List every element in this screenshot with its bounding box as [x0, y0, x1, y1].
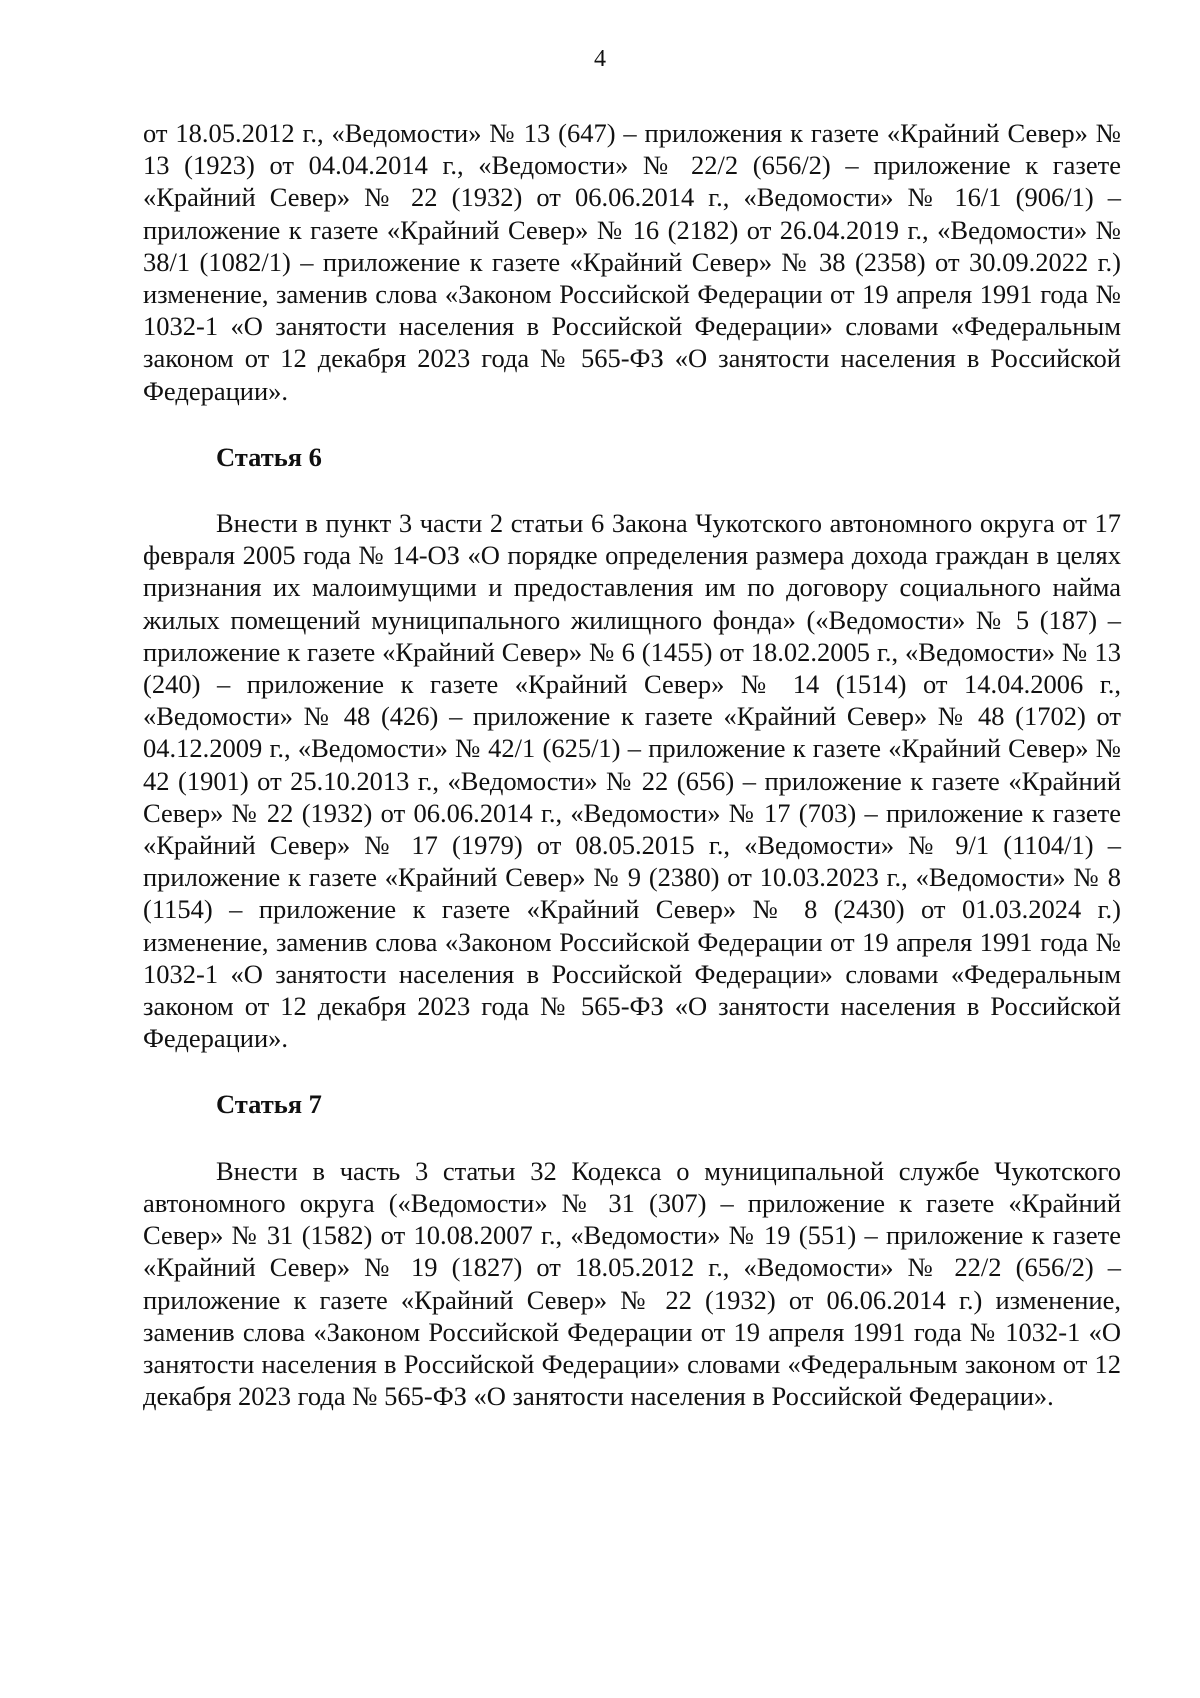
- article-7-paragraph: Внести в часть 3 статьи 32 Кодекса о муниципальной службе Чукотского автономного округа («Ведомости» № 31 (307) – приложение к газете «Крайний Север» № 31 (1582) от 10.08.2007 г., «Ведомости» № 19 (551) – приложение к газете «Крайний Север» № 19 (1827) от 18.05.2012 г., «Ведомости» № 22/2 (656/2) – приложение к газете «Крайний Север» № 22 (1932) от 06.06.2014 г.) изменение, заменив слова «Законом Российской Федерации от 19 апреля 1991 года № 1032-1 «О занятости населения в Российской Федерации» словами «Федеральным законом от 12 декабря 2023 года № 565-ФЗ «О занятости населения в Российской Федерации».: [143, 1155, 1121, 1412]
- document-body: [143, 117, 1121, 1412]
- article-6-paragraph: Внести в пункт 3 части 2 статьи 6 Закона Чукотского автономного округа от 17 февраля 2005 года № 14-ОЗ «О порядке определения размера дохода граждан в целях признания их малоимущими и предоставления им по договору социального найма жилых помещений муниципального жилищного фонда» («Ведомости» № 5 (187) – приложение к газете «Крайний Север» № 6 (1455) от 18.02.2005 г., «Ведомости» № 13 (240) – приложение к газете «Крайний Север» № 14 (1514) от 14.04.2006 г., «Ведомости» № 48 (426) – приложение к газете «Крайний Север» № 48 (1702) от 04.12.2009 г., «Ведомости» № 42/1 (625/1) – приложение к газете «Крайний Север» № 42 (1901) от 25.10.2013 г., «Ведомости» № 22 (656) – приложение к газете «Крайний Север» № 22 (1932) от 06.06.2014 г., «Ведомости» № 17 (703) – приложение к газете «Крайний Север» № 17 (1979) от 08.05.2015 г., «Ведомости» № 9/1 (1104/1) – приложение к газете «Крайний Север» № 9 (2380) от 10.03.2023 г., «Ведомости» № 8 (1154) – приложение к газете «Крайний Север» № 8 (2430) от 01.03.2024 г.) изменение, заменив слова «Законом Российской Федерации от 19 апреля 1991 года № 1032-1 «О занятости населения в Российской Федерации» словами «Федеральным законом от 12 декабря 2023 года № 565-ФЗ «О занятости населения в Российской Федерации».: [143, 508, 1121, 1054]
- continuation-paragraph: от 18.05.2012 г., «Ведомости» № 13 (647) – приложения к газете «Крайний Север» № 13 (1923) от 04.04.2014 г., «Ведомости» № 22/2 (656/2) – приложение к газете «Крайний Север» № 22 (1932) от 06.06.2014 г., «Ведомости» № 16/1 (906/1) – приложение к газете «Крайний Север» № 16 (2182) от 26.04.2019 г., «Ведомости» № 38/1 (1082/1) – приложение к газете «Крайний Север» № 38 (2358) от 30.09.2022 г.) изменение, заменив слова «Законом Российской Федерации от 19 апреля 1991 года № 1032-1 «О занятости населения в Российской Федерации» словами «Федеральным законом от 12 декабря 2023 года № 565-ФЗ «О занятости населения в Российской Федерации».: [143, 118, 1121, 406]
- page-number: 4: [594, 46, 606, 72]
- article-6-heading: Статья 6: [216, 441, 322, 472]
- article-7-heading: Статья 7: [216, 1089, 322, 1120]
